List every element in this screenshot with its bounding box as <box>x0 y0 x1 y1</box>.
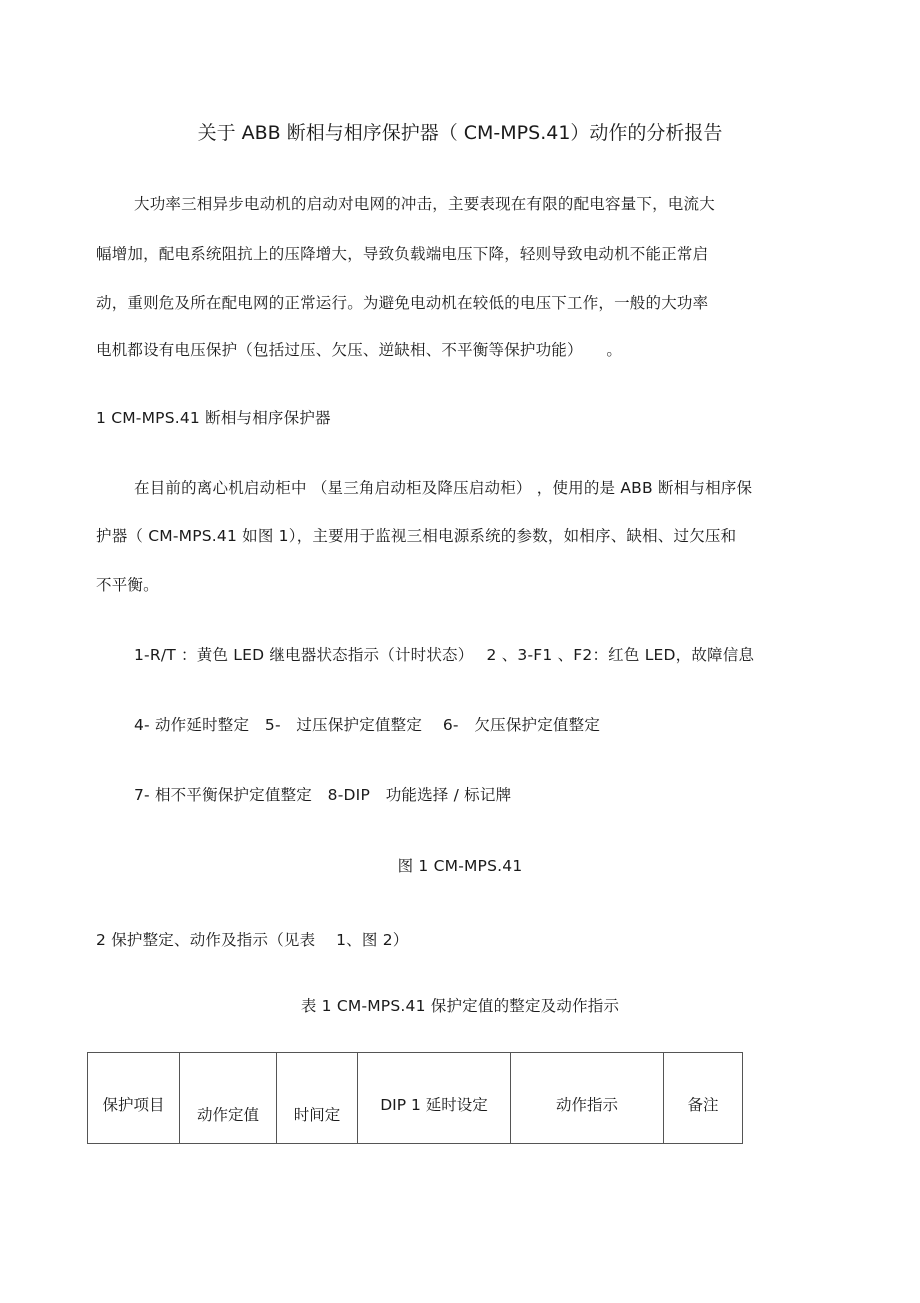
table-header-cell: 时间定 <box>277 1053 358 1144</box>
table-header-cell: DIP 1 延时设定 <box>358 1053 511 1144</box>
paragraph-line: 不平衡。 <box>96 576 159 594</box>
paragraph-line: 在目前的离心机启动柜中 （星三角启动柜及降压启动柜） ，使用的是 ABB 断相与相序保 <box>134 479 753 497</box>
legend-line: 4- 动作延时整定 5- 过压保护定值整定 6- 欠压保护定值整定 <box>134 716 601 734</box>
legend-line: 7- 相不平衡保护定值整定 8-DIP 功能选择 / 标记牌 <box>134 786 512 804</box>
table-header-cell: 保护项目 <box>88 1053 180 1144</box>
section-2-heading: 2 保护整定、动作及指示（见表 1、图 2） <box>96 931 409 949</box>
table-header-cell: 动作定值 <box>180 1053 277 1144</box>
intro-line: 动，重则危及所在配电网的正常运行。为避免电动机在较低的电压下工作，一般的大功率 <box>96 294 709 312</box>
table-header-cell: 动作指示 <box>511 1053 664 1144</box>
table-caption: 表 1 CM-MPS.41 保护定值的整定及动作指示 <box>300 997 620 1015</box>
intro-line: 电机都设有电压保护（包括过压、欠压、逆缺相、不平衡等保护功能） 。 <box>96 341 623 359</box>
table-header-row <box>88 1053 743 1144</box>
intro-line: 大功率三相异步电动机的启动对电网的冲击，主要表现在有限的配电容量下，电流大 <box>134 195 715 213</box>
settings-table <box>87 1052 743 1144</box>
intro-line: 幅增加，配电系统阻抗上的压降增大，导致负载端电压下降，轻则导致电动机不能正常启 <box>96 245 709 263</box>
paragraph-line: 护器（ CM-MPS.41 如图 1），主要用于监视三相电源系统的参数，如相序、缺相、过欠压和 <box>96 527 737 545</box>
document-title: 关于 ABB 断相与相序保护器（ CM-MPS.41）动作的分析报告 <box>197 122 723 144</box>
legend-line: 1-R/T ：黄色 LED 继电器状态指示（计时状态） 2 、3-F1 、F2：红色 LED，故障信息 <box>134 646 755 664</box>
section-1-heading: 1 CM-MPS.41 断相与相序保护器 <box>96 409 331 427</box>
table-header-cell: 备注 <box>664 1053 743 1144</box>
figure-caption: 图 1 CM-MPS.41 <box>397 857 523 875</box>
